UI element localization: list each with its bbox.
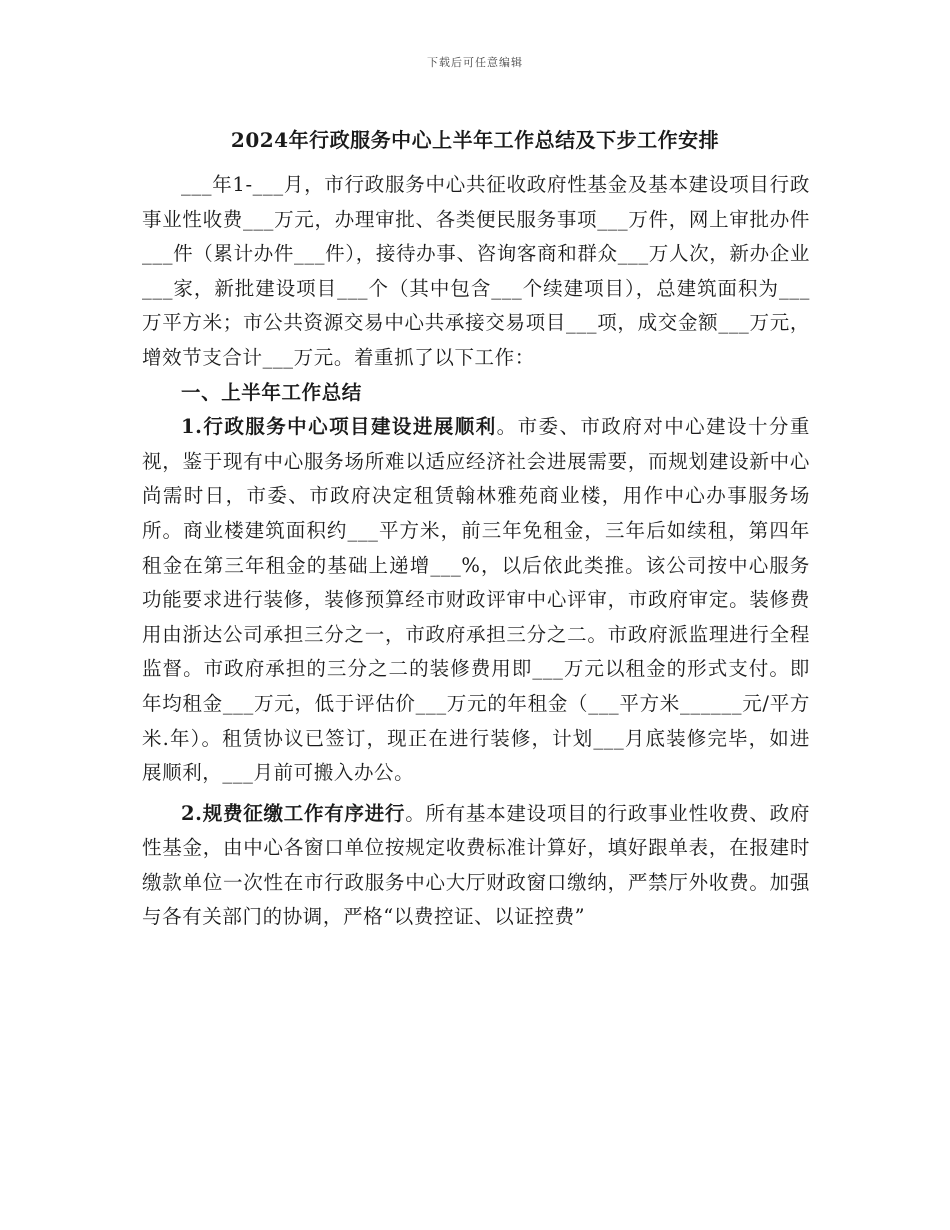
item-2-body: 。所有基本建设项目的行政事业性收费、政府性基金，由中心各窗口单位按规定收费标准计算好，填好跟单表，在报建时缴款单位一次性在市行政服务中心大厅财政窗口缴纳，严禁厅外收费。加强与各有关部门的协调，严格“以费控证、以证控费” [142, 801, 810, 929]
document-title: 2024年行政服务中心上半年工作总结及下步工作安排 [230, 128, 720, 152]
page-header: 下载后可任意编辑 [427, 56, 523, 69]
intro-paragraph: ___年1-___月，市行政服务中心共征收政府性基金及基本建设项目行政事业性收费___万元，办理审批、各类便民服务事项___万件，网上审批办件___件（累计办件___件），接待办事、咨询客商和群众___万人次，新办企业___家，新批建设项目___个（其中包含___个续建项目），总建筑面积为___万平方米；市公共资源交易中心共承接交易项目___项，成交金额___万元，增效节支合计___万元。着重抓了以下工作： [142, 173, 810, 369]
item-1-body: 。市委、市政府对中心建设十分重视，鉴于现有中心服务场所难以适应经济社会进展需要，而规划建设新中心尚需时日，市委、市政府决定租赁翰林雅苑商业楼，用作中心办事服务场所。商业楼建筑面积约___平方米，前三年免租金，三年后如续租，第四年租金在第三年租金的基础上递增___%，以后依此类推。该公司按中心服务功能要求进行装修，装修预算经市财政评审中心评审，市政府审定。装修费用由浙达公司承担三分之一，市政府承担三分之二。市政府派监理进行全程监督。市政府承担的三分之二的装修费用即___万元以租金的形式支付。即年均租金___万元，低于评估价___万元的年租金（___平方米______元/平方米.年）。租赁协议已签订，现正在进行装修，计划___月底装修完毕，如进展顺利，___月前可搬入办公。 [142, 415, 810, 785]
item-1-lead: 1.行政服务中心项目建设进展顺利 [181, 415, 497, 439]
paragraph-item-2 [142, 797, 810, 935]
paragraph-item-1 [142, 410, 810, 791]
item-2-lead: 2.规费征缴工作有序进行 [181, 801, 406, 825]
document-body [142, 168, 810, 935]
section-heading: 一、上半年工作总结 [181, 380, 362, 404]
